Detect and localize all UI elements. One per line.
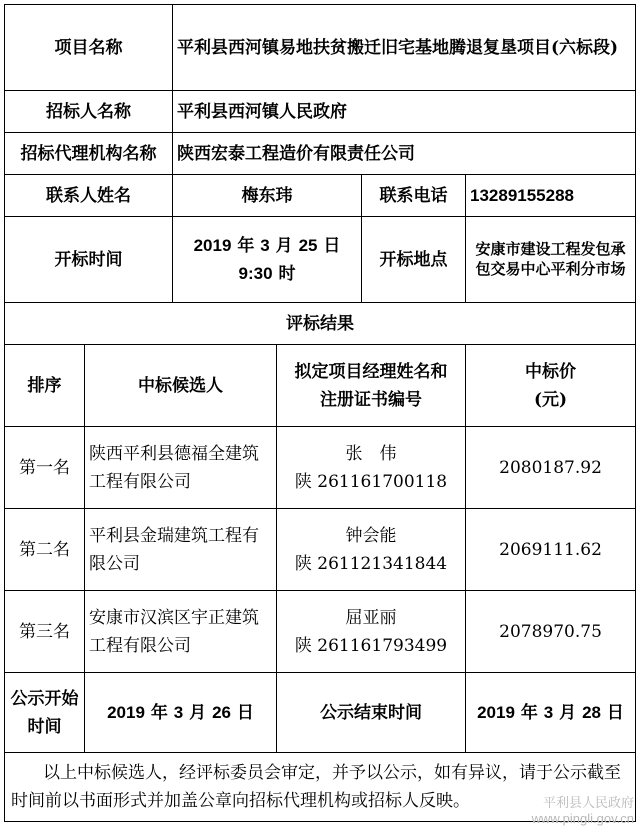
opening-time-label: 开标时间 — [5, 217, 173, 303]
publicity-start-label: 公示开始时间 — [5, 673, 85, 753]
manager-name: 钟会能 — [345, 525, 397, 546]
candidate-cell: 安康市汉滨区宇正建筑工程有限公司 — [85, 591, 277, 673]
header-candidate: 中标候选人 — [85, 345, 277, 427]
publicity-start-value: 2019 年 3 月 26 日 — [85, 673, 277, 753]
price-cell: 2080187.92 — [466, 427, 636, 509]
project-name-value: 平利县西河镇易地扶贫搬迁旧宅基地腾退复垦项目(六标段) — [173, 5, 636, 91]
opening-date: 2019 年 3 月 25 日 — [193, 235, 341, 256]
tenderer-value: 平利县西河镇人民政府 — [173, 91, 636, 133]
header-rank: 排序 — [5, 345, 85, 427]
header-manager-line2: 注册证书编号 — [320, 389, 422, 410]
contact-phone-label: 联系电话 — [362, 175, 466, 217]
rank-cell: 第二名 — [5, 509, 85, 591]
header-price — [466, 345, 636, 427]
watermark-line2: www.pingli.gov.cn — [531, 811, 634, 826]
contact-name-value: 梅东玮 — [173, 175, 362, 217]
watermark-line1: 平利县人民政府 — [542, 795, 634, 810]
price-cell: 2069111.62 — [466, 509, 636, 591]
publicity-notice: 以上中标候选人，经评标委员会审定，并予以公示，如有异议，请于公示截至时间前以书面形式并加盖公章向招标代理机构或招标人反映。 — [5, 753, 636, 822]
manager-cert: 陕 261121341844 — [294, 553, 448, 574]
opening-place-label: 开标地点 — [362, 217, 466, 303]
manager-cert: 陕 261161700118 — [294, 471, 448, 492]
candidate-cell: 陕西平利县德福全建筑工程有限公司 — [85, 427, 277, 509]
table-row — [5, 591, 636, 673]
agency-value: 陕西宏泰工程造价有限责任公司 — [173, 133, 636, 175]
watermark — [532, 795, 634, 827]
header-manager — [277, 345, 466, 427]
rank-cell: 第一名 — [5, 427, 85, 509]
rank-cell: 第三名 — [5, 591, 85, 673]
table-row — [5, 427, 636, 509]
manager-cell — [277, 509, 466, 591]
header-price-line2: (元) — [533, 389, 568, 410]
agency-label: 招标代理机构名称 — [5, 133, 173, 175]
results-title: 评标结果 — [5, 303, 636, 345]
table-row — [5, 509, 636, 591]
manager-name: 屈亚丽 — [345, 607, 397, 628]
project-name-label: 项目名称 — [5, 5, 173, 91]
opening-time-value — [173, 217, 362, 303]
manager-cell — [277, 591, 466, 673]
manager-cert: 陕 261161793499 — [294, 635, 448, 656]
tenderer-label: 招标人名称 — [5, 91, 173, 133]
header-manager-line1: 拟定项目经理姓名和 — [294, 361, 448, 382]
manager-name: 张 伟 — [345, 443, 397, 464]
bid-result-table — [4, 4, 636, 822]
candidate-cell: 平利县金瑞建筑工程有限公司 — [85, 509, 277, 591]
publicity-end-label: 公示结束时间 — [277, 673, 466, 753]
publicity-end-value: 2019 年 3 月 28 日 — [466, 673, 636, 753]
contact-phone-value: 13289155288 — [466, 175, 636, 217]
price-cell: 2078970.75 — [466, 591, 636, 673]
header-price-line1: 中标价 — [525, 361, 577, 382]
opening-clock: 9:30 时 — [238, 263, 296, 284]
contact-name-label: 联系人姓名 — [5, 175, 173, 217]
opening-place-value: 安康市建设工程发包承包交易中心平利分市场 — [466, 217, 636, 303]
manager-cell — [277, 427, 466, 509]
